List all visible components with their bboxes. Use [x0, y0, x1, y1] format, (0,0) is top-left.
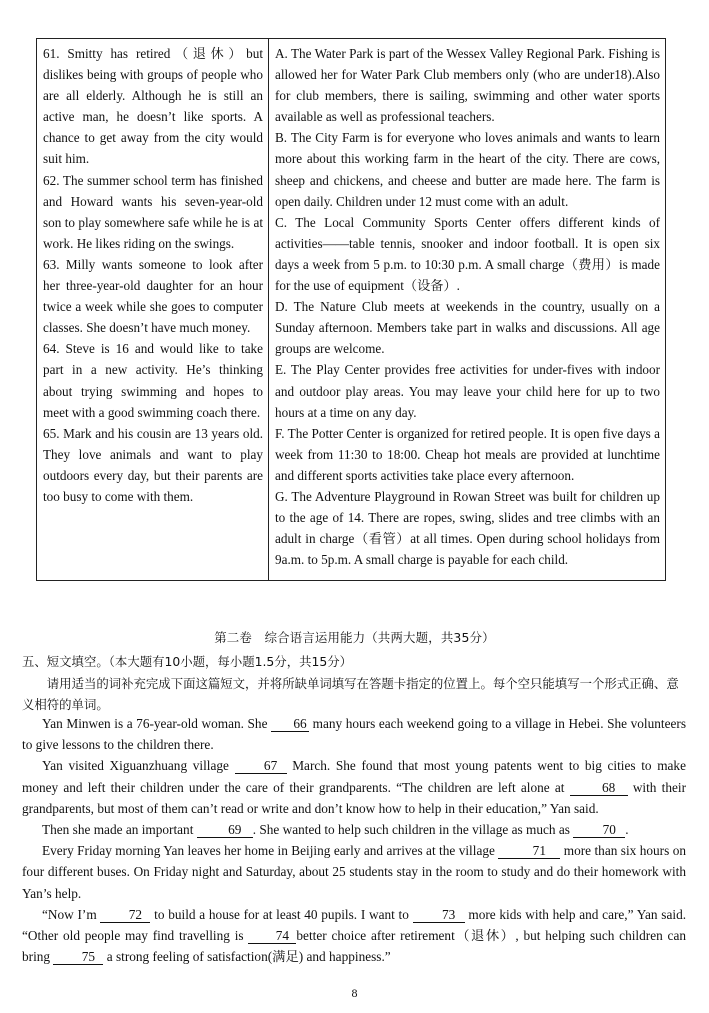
passage-paragraph-1	[22, 713, 686, 755]
task-title: 五、短文填空。（本大题有10小题，每小题1.5分，共15分）	[22, 654, 353, 669]
passage-text: .	[625, 822, 629, 838]
blank-74: 74	[248, 929, 296, 944]
passage-text: better choice after retirement（退休）, but helping such children can bring	[22, 928, 686, 965]
passage-text: a strong feeling of satisfaction(满足) and happiness.”	[106, 949, 391, 965]
item-63: 63. Milly wants someone to look after her three-year-old daughter for an hour twice a week while she goes to computer classes. She doesn’t have much money.	[43, 256, 263, 336]
page-number: 8	[351, 986, 358, 1000]
passage-text: many hours each weekend going to a village in Hebei. She volunteers to give lessons to the children there.	[22, 716, 687, 753]
passage-text: Yan visited Xiguanzhuang village	[42, 758, 229, 774]
passage-paragraph-3	[22, 819, 686, 840]
passage-text: “Now I’m	[42, 906, 97, 922]
blank-73: 73	[413, 908, 465, 923]
item-61: 61. Smitty has retired（退休）but dislikes being with groups of people who are all elderly. Although he is still an active man, he doesn’t like sports. A chance to get away from the city would suit him.	[43, 46, 263, 167]
passage-text: to build a house for at least 40 pupils. I want to	[154, 906, 409, 922]
item-65: 65. Mark and his cousin are 13 years old. They love animals and want to play outdoors every day, but their parents are too busy to come with them.	[43, 425, 263, 504]
passage-text: March. She found that most young patents went to big cities to make money and left their children under the care of their grandparents. “The children are left alone at	[22, 758, 686, 795]
option-e: E. The Play Center provides free activities for under-fives with indoor and outdoor play areas. You may leave your child here for up to two hours at a time on any day.	[275, 362, 660, 420]
blank-66: 66	[271, 717, 309, 732]
item-62: 62. The summer school term has finished and Howard wants his seven-year-old son to play somewhere safe while he is at work. He likes riding on the swings.	[43, 172, 263, 251]
blank-69: 69	[197, 823, 253, 838]
blank-70: 70	[573, 823, 625, 838]
option-a: A. The Water Park is part of the Wessex Valley Regional Park. Fishing is allowed her for Water Park Club members only (who are under18).Also for club members, there is sailing, swimming and other water sports available as well as professional teachers.	[275, 46, 660, 125]
passage-text: Every Friday morning Yan leaves her home in Beijing early and arrives at the village	[42, 843, 495, 859]
passage-paragraph-4	[22, 840, 686, 904]
option-c: C. The Local Community Sports Center offers different kinds of activities——table tennis, snooker and indoor football. It is open six days a week from 5 p.m. to 10:30 p.m. A small charge（费用）is made for the use of equipment（设备）.	[275, 214, 660, 294]
passage-text: . She wanted to help such children in the village as much as	[252, 822, 570, 838]
passage-text: more than six hours on four different buses. On Friday night and Saturday, about 25 students stay in the room to study and do their homework with Yan’s help.	[22, 843, 686, 901]
option-b: B. The City Farm is for everyone who loves animals and wants to learn more about this working farm in the heart of the city. There are cows, sheep and chickens, and cheese and butter are made here. The farm is open daily. Children under 12 must come with an adult.	[275, 130, 660, 209]
cloze-passage	[22, 713, 686, 967]
passage-text: Yan Minwen is a 76-year-old woman. She	[42, 716, 268, 731]
passage-text: with their grandparents, but most of them can’t read or write and don’t know how to help in their education,” Yan said.	[22, 779, 686, 816]
instructions: 请用适当的词补充完成下面这篇短文，并将所缺单词填写在答题卡指定的位置上。每个空只能填写一个形式正确、意义相符的单词。	[22, 676, 679, 712]
blank-72: 72	[100, 908, 150, 923]
option-d: D. The Nature Club meets at weekends in the country, usually on a Sunday afternoon. Members take part in walks and discussions. All age groups are welcome.	[275, 299, 660, 357]
section-title: 第二卷 综合语言运用能力（共两大题，共35分）	[214, 630, 495, 645]
blank-71: 71	[498, 844, 560, 859]
matching-table	[36, 38, 666, 581]
passage-text: more kids with help and care,” Yan said. “Other old people may find travelling is	[22, 906, 687, 944]
option-g: G. The Adventure Playground in Rowan Street was built for children up to the age of 14. There are ropes, swing, slides and tree climbs with an adult in charge（看管）at all times. Open during school holidays from 9a.m. to 5p.m. A small charge is payable for each child.	[275, 488, 660, 568]
places-column	[269, 39, 666, 581]
blank-67: 67	[235, 759, 287, 774]
blank-68: 68	[570, 781, 628, 796]
passage-paragraph-5	[22, 904, 686, 968]
passage-paragraph-2	[22, 755, 686, 819]
option-f: F. The Potter Center is organized for retired people. It is open five days a week from 11:30 to 18:00. Cheap hot meals are provided at lunchtime and different sports activities take place every afternoon.	[275, 425, 660, 483]
item-64: 64. Steve is 16 and would like to take part in a new activity. He’s thinking about trying swimming and hopes to meet with a good swimming coach there.	[43, 341, 263, 420]
people-column	[37, 39, 269, 581]
blank-75: 75	[53, 950, 103, 965]
passage-text: Then she made an important	[42, 822, 194, 838]
